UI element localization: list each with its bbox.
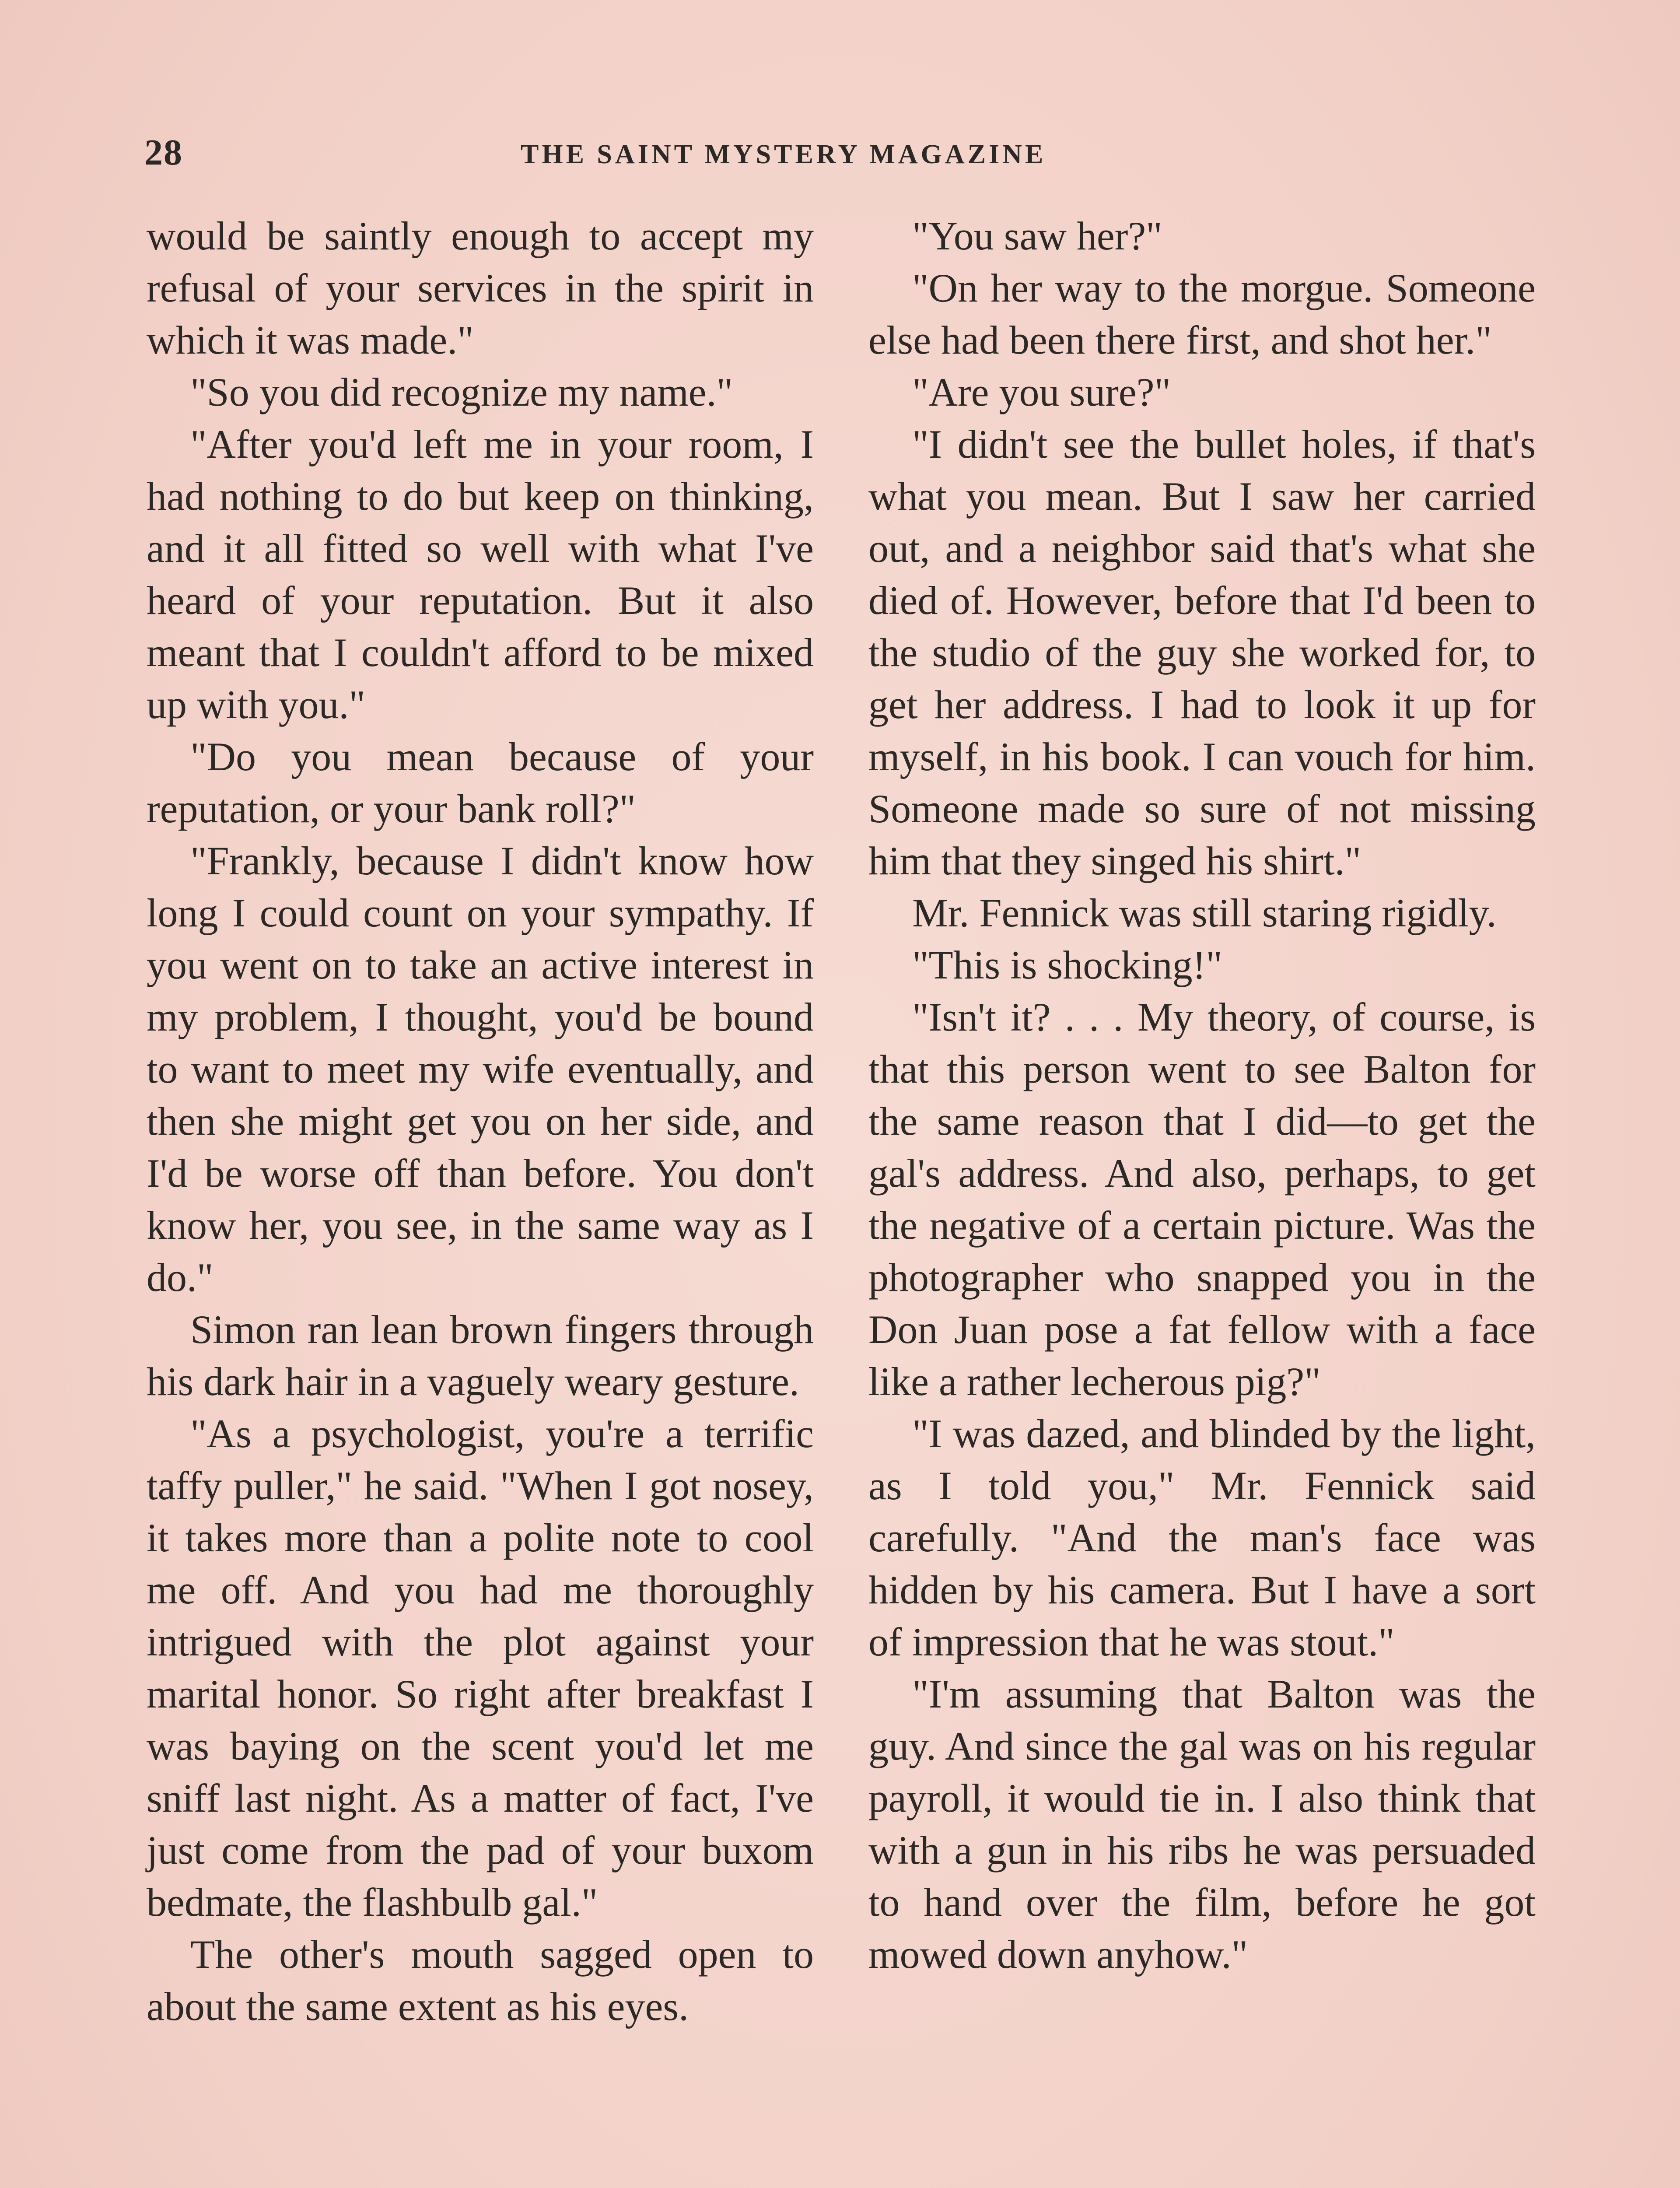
- paragraph: "Are you sure?": [912, 370, 1171, 414]
- paragraph: "After you'd left me in your room, I had nothing to do but keep on thinking, and it all fitted so well with what I've heard of your reputation. But it also meant that I couldn't afford to be mixed up with you.": [147, 422, 814, 727]
- paragraph: "So you did recognize my name.": [190, 370, 733, 414]
- paragraph: "I was dazed, and blinded by the light, as I told you," Mr. Fennick said carefully. "And the man's face was hidden by his camera. But I have a sort of impression that he was stout.": [868, 1411, 1536, 1664]
- paragraph: "I'm assuming that Balton was the guy. And since the gal was on his regular payroll, it would tie in. I also think that with a gun in his ribs he was persuaded to hand over the film, before he got mowed down anyhow.": [868, 1672, 1536, 1977]
- paragraph: "This is shocking!": [912, 943, 1222, 987]
- page-number: 28: [144, 132, 183, 173]
- paragraph: would be saintly enough to accept my refusal of your services in the spirit in which it was made.": [147, 214, 814, 362]
- paragraph: "On her way to the morgue. Someone else had been there first, and shot her.": [868, 266, 1536, 362]
- paragraph: Mr. Fennick was still staring rigidly.: [912, 891, 1497, 935]
- right-column: [868, 210, 1536, 1981]
- paragraph: The other's mouth sagged open to about the same extent as his eyes.: [147, 1932, 814, 2029]
- paragraph: "I didn't see the bullet holes, if that's what you mean. But I saw her carried out, and a neighbor said that's what she died of. However, before that I'd been to the studio of the guy she worked for, to get her address. I had to look it up for myself, in his book. I can vouch for him. Someone made so sure of not missing him that they singed his shirt.": [868, 422, 1536, 883]
- paragraph: "You saw her?": [912, 214, 1162, 258]
- paragraph: "Isn't it? . . . My theory, of course, is that this person went to see Balton for the same reason that I did—to get the gal's address. And also, perhaps, to get the negative of a certain picture. Was the photographer who snapped you in the Don Juan pose a fat fellow with a face like a rather lecherous pig?": [868, 995, 1536, 1404]
- paragraph: "Frankly, because I didn't know how long I could count on your sympathy. If you went on to take an active interest in my problem, I thought, you'd be bound to want to meet my wife eventually, and then she might get you on her side, and I'd be worse off than before. You don't know her, you see, in the same way as I do.": [147, 838, 814, 1300]
- paragraph: Simon ran lean brown fingers through his dark hair in a vaguely weary gesture.: [147, 1307, 814, 1404]
- left-column: [147, 210, 814, 2033]
- paragraph: "Do you mean because of your reputation, or your bank roll?": [147, 734, 814, 831]
- paragraph: "As a psychologist, you're a terrific taffy puller," he said. "When I got nosey, it takes more than a polite note to cool me off. And you had me thoroughly intrigued with the plot against your marital honor. So right after breakfast I was baying on the scent you'd let me sniff last night. As a matter of fact, I've just come from the pad of your buxom bedmate, the flashbulb gal.": [147, 1411, 814, 1925]
- page-header: [144, 131, 1544, 184]
- running-title: THE SAINT MYSTERY MAGAZINE: [521, 140, 1046, 169]
